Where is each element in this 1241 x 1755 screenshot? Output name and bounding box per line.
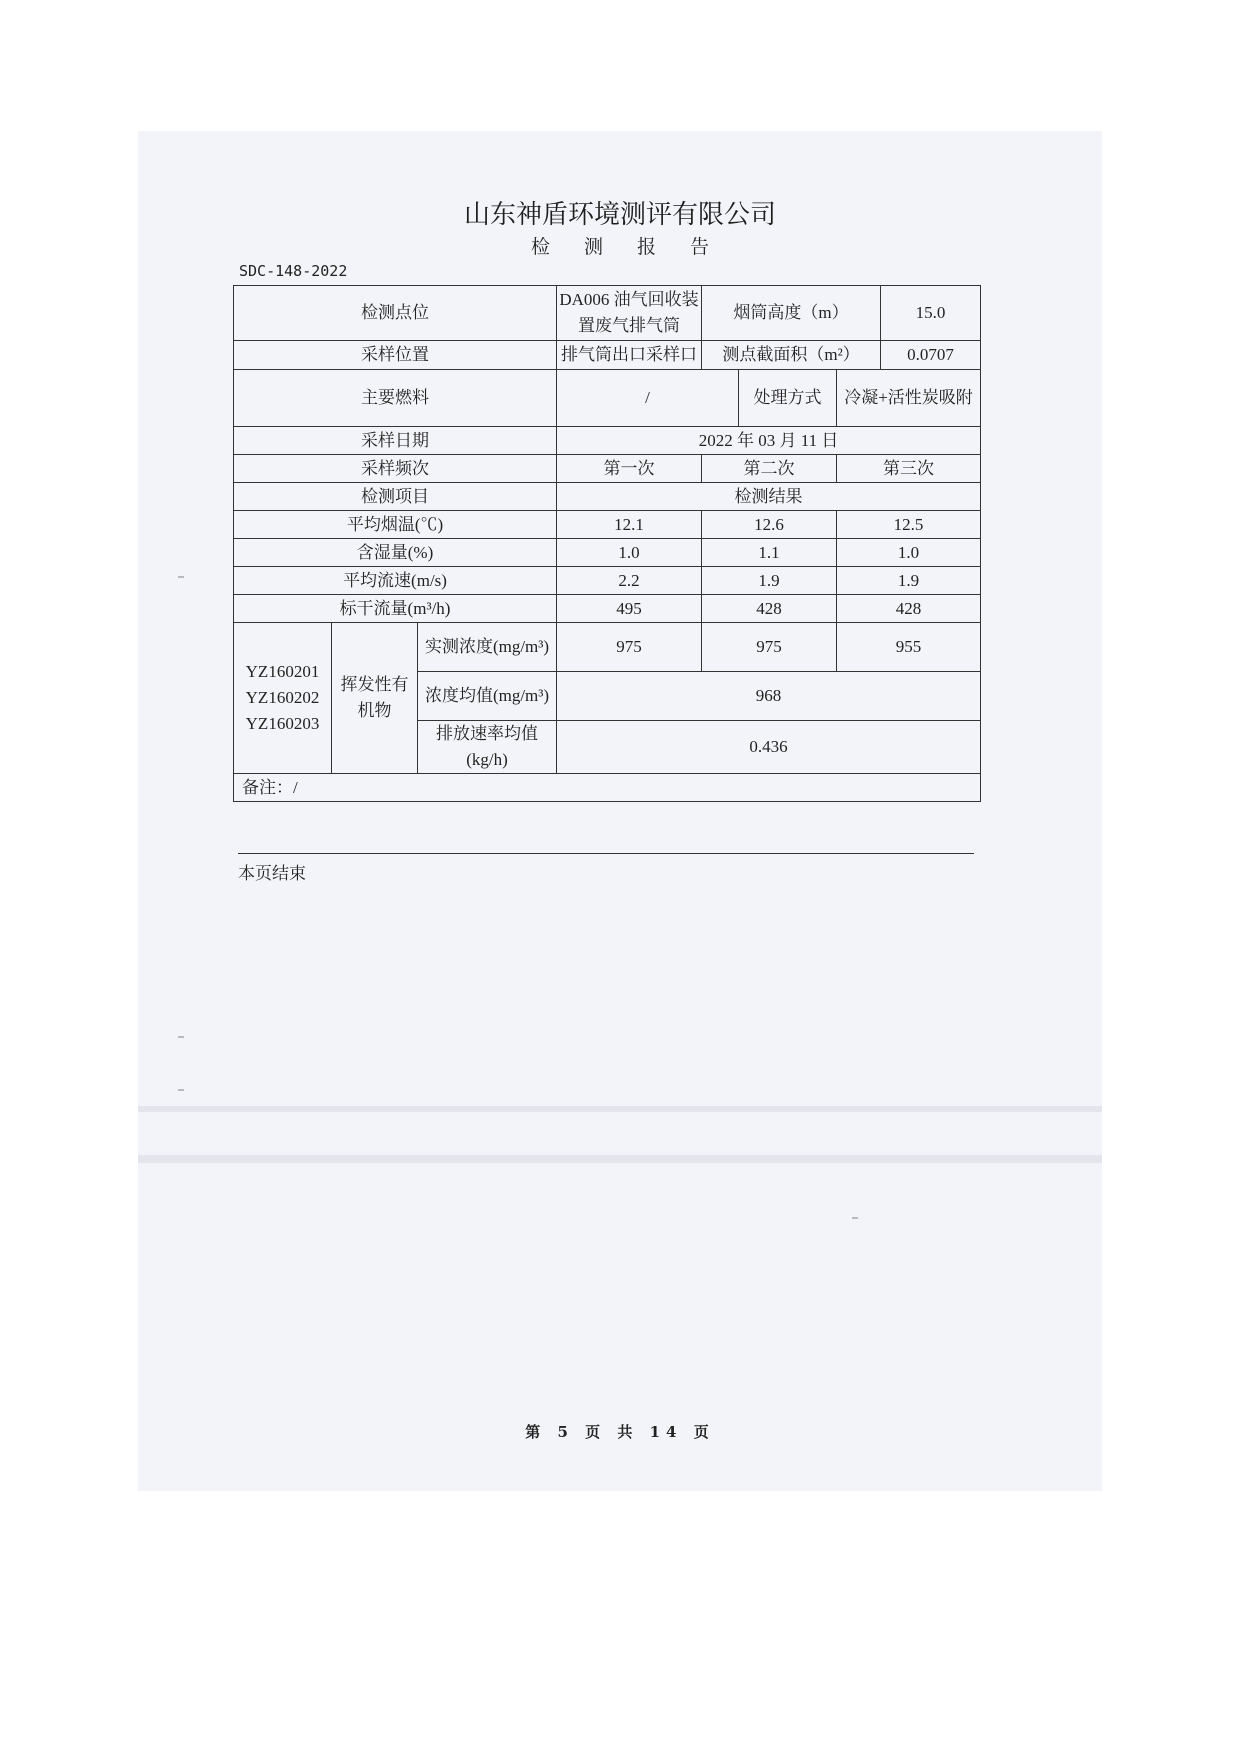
remarks: 备注：/ — [234, 774, 981, 802]
fuel-label: 主要燃料 — [234, 370, 557, 427]
scan-speck — [852, 1217, 858, 1219]
measured-value: 975 — [557, 623, 702, 672]
point-label: 检测点位 — [234, 286, 557, 341]
sampling-location-label: 采样位置 — [234, 341, 557, 370]
stack-height-label: 烟筒高度（m） — [702, 286, 881, 341]
treatment-label: 处理方式 — [739, 370, 837, 427]
param-label: 平均烟温(℃) — [234, 511, 557, 539]
param-value: 1.1 — [702, 539, 837, 567]
param-value: 12.5 — [837, 511, 981, 539]
sample-id: YZ160203 — [245, 714, 320, 733]
sampling-location-value: 排气筒出口采样口 — [557, 341, 702, 370]
page-number: 第 5 页 共 14 页 — [525, 1423, 715, 1441]
param-value: 1.9 — [702, 567, 837, 595]
measured-label: 实测浓度(mg/m³) — [418, 623, 557, 672]
scan-speck — [178, 1089, 184, 1091]
report-number: SDC-148-2022 — [239, 262, 348, 280]
scan-speck — [178, 576, 184, 578]
frequency-2: 第二次 — [702, 455, 837, 483]
divider — [238, 853, 974, 854]
scan-band — [138, 1155, 1102, 1163]
sample-id: YZ160201 — [245, 662, 320, 681]
point-value: DA006 油气回收装置废气排气筒 — [557, 286, 702, 341]
param-value: 1.0 — [837, 539, 981, 567]
sample-id: YZ160202 — [245, 688, 320, 707]
item-label: 检测项目 — [234, 483, 557, 511]
param-value: 428 — [837, 595, 981, 623]
pollutant-name: 挥发性有机物 — [332, 623, 418, 774]
param-label: 标干流量(m³/h) — [234, 595, 557, 623]
mean-conc-label: 浓度均值(mg/m³) — [418, 672, 557, 721]
param-value: 2.2 — [557, 567, 702, 595]
scan-speck — [178, 1036, 184, 1038]
param-label: 含湿量(%) — [234, 539, 557, 567]
frequency-1: 第一次 — [557, 455, 702, 483]
date-label: 采样日期 — [234, 427, 557, 455]
result-label: 检测结果 — [557, 483, 981, 511]
emission-rate-label: 排放速率均值(kg/h) — [418, 721, 557, 774]
param-value: 1.9 — [837, 567, 981, 595]
frequency-label: 采样频次 — [234, 455, 557, 483]
stack-height-value: 15.0 — [881, 286, 981, 341]
param-value: 12.6 — [702, 511, 837, 539]
emission-rate-value: 0.436 — [557, 721, 981, 774]
scan-band — [138, 1106, 1102, 1112]
param-value: 1.0 — [557, 539, 702, 567]
treatment-value: 冷凝+活性炭吸附 — [837, 370, 981, 427]
sample-ids — [234, 623, 332, 774]
section-area-value: 0.0707 — [881, 341, 981, 370]
param-value: 428 — [702, 595, 837, 623]
date-value: 2022 年 03 月 11 日 — [557, 427, 981, 455]
report-page — [138, 131, 1102, 1491]
report-title: 检 测 报 告 — [530, 236, 724, 258]
company-name: 山东神盾环境测评有限公司 — [463, 200, 776, 230]
param-label: 平均流速(m/s) — [234, 567, 557, 595]
test-results-table — [233, 285, 981, 802]
end-of-page-note: 本页结束 — [238, 864, 306, 884]
param-value: 495 — [557, 595, 702, 623]
measured-value: 975 — [702, 623, 837, 672]
measured-value: 955 — [837, 623, 981, 672]
section-area-label: 测点截面积（m²） — [702, 341, 881, 370]
mean-conc-value: 968 — [557, 672, 981, 721]
param-value: 12.1 — [557, 511, 702, 539]
fuel-value: / — [557, 370, 739, 427]
frequency-3: 第三次 — [837, 455, 981, 483]
